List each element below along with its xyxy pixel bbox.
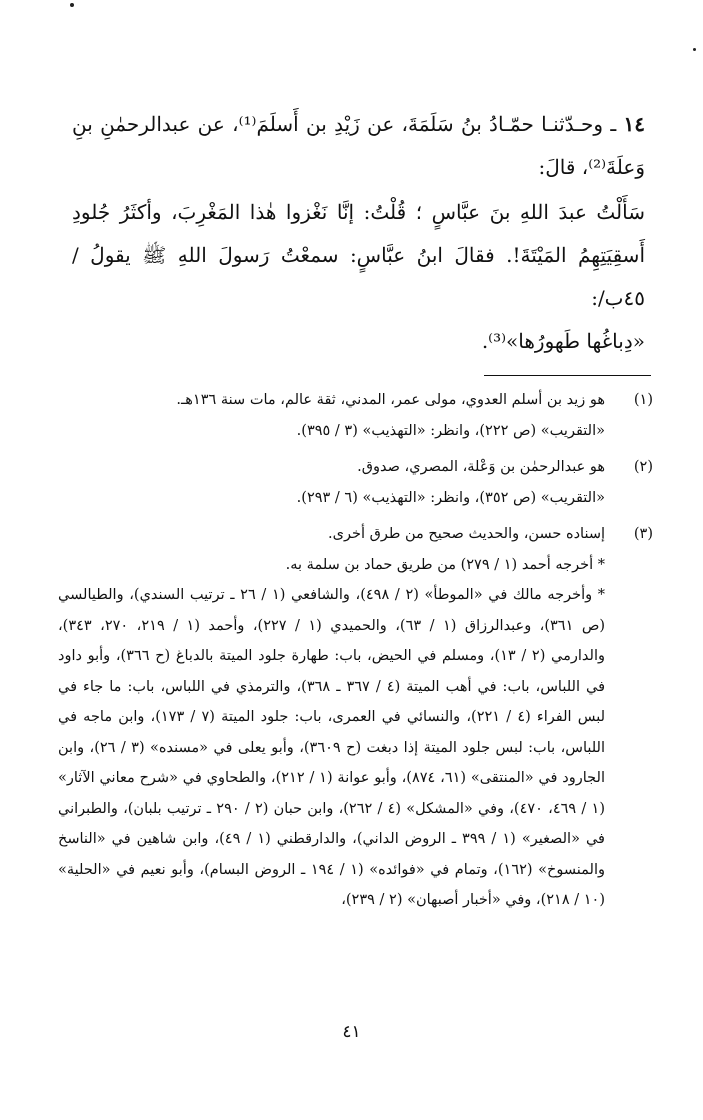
- footnote-line: «التقريب» (ص ٣٥٢)، وانظر: «التهذيب» (٦ / ٢٩٣).: [296, 489, 605, 506]
- footnote-body: [58, 452, 605, 513]
- footnote-line: * أخرجه أحمد (١ / ٢٧٩) من طريق حماد بن سلمة به.: [285, 556, 605, 573]
- footnote-body: [58, 385, 605, 446]
- page-number: ٤١: [342, 1022, 361, 1042]
- scan-speck: [70, 3, 74, 7]
- footnotes: [58, 385, 653, 922]
- footnote-number: (١): [633, 392, 653, 408]
- hadith-quote: سَأَلْتُ عبدَ اللهِ بنَ عبَّاسٍ ؛ قُلْتُ: إنَّا نَغْزوا هٰذا المَغْرِبَ، وأكثَرُ جُلودِ أَسقِيَتِهِمُ المَيْتَةَ!. فقالَ ابنُ عبَّاسٍ: سمعْتُ رَسولَ اللهِ ﷺ يقولُ /٤٥ب/:: [72, 200, 645, 310]
- footnote-line: هو عبدالرحمٰن بن وَعْلة، المصري، صدوق.: [357, 459, 605, 475]
- hadith-intro: ـ وحـدّثنـا حمّـادُ بنُ سَلَمَةَ، عن زَيْدِ بن أَسلَمَ⁽¹⁾، عن عبدالرحمٰنِ بنِ وَعلَةَ⁽²⁾، قالَ:: [72, 112, 645, 179]
- footnote-body: [58, 519, 605, 916]
- footnote-paragraph: * وأخرجه مالك في «الموطأ» (٢ / ٤٩٨)، والشافعي (١ / ٢٦ ـ ترتيب السندي)، والطيالسي (ص ٣٦١)، وعبدالرزاق (١ / ٦٣)، والحميدي (١ / ٢٢٧)، وأحمد (١ / ٢١٩، ٢٧٠، ٣٤٣)، والدارمي (٢ / ١٣)، ومسلم في الحيض، باب: طهارة جلود الميتة بالدباغ (ح ٣٦٦)، وأبو داود في اللباس، باب: في أهب الميتة (٤ / ٣٦٧ ـ ٣٦٨)، والترمذي في اللباس، باب: ما جاء في لبس الفراء (٤ / ٢٢١)، والنسائي في العمرى، باب: جلود الميتة (٧ / ١٧٣)، وابن ماجه في اللباس، باب: لبس جلود الميتة إذا دبغت (ح ٣٦٠٩)، وأبو يعلى في «مسنده» (٣ / ٢٦)، وابن الجارود في «المنتقى» (٦١، ٨٧٤)، وأبو عوانة (١ / ٢١٢)، والطحاوي في «شرح معاني الآثار» (١ / ٤٦٩، ٤٧٠)، وفي «المشكل» (٤ / ٢٦٢)، وابن حبان (٢ / ٢٩٠ ـ ترتيب بلبان)، والطبراني في «الصغير» (١ / ٣٩٩ ـ الروض الداني)، والدارقطني (١ / ٤٩)، وابن شاهين في «الناسخ والمنسوخ» (١٦٢)، وتمام في «فوائده» (١ / ١٩٤ ـ الروض البسام)، وأبو نعيم في «الحلية» (١٠ / ٢١٨)، وفي «أخبار أصبهان» (٢ / ٢٣٩)،: [58, 587, 606, 908]
- hadith-number: ١٤: [623, 112, 645, 136]
- hadith-isnad: [72, 103, 645, 189]
- footnote-line: إسناده حسن، والحديث صحيح من طرق أخرى.: [328, 526, 605, 542]
- footnote: [58, 385, 653, 446]
- footnote-separator: [484, 375, 651, 376]
- footnote-line: هو زيد بن أسلم العدوي، مولى عمر، المدني، ثقة عالم، مات سنة ١٣٦هـ.: [176, 392, 605, 408]
- footnote-number: (٣): [633, 526, 653, 542]
- hadith-saying: «دِباغُها طَهورُها»⁽³⁾.: [481, 329, 645, 353]
- footnote-line: «التقريب» (ص ٢٢٢)، وانظر: «التهذيب» (٣ / ٣٩٥).: [296, 422, 605, 439]
- footnote-number: (٢): [633, 459, 653, 475]
- footnote: [58, 452, 653, 513]
- hadith-text: [72, 103, 645, 363]
- footnote: [58, 519, 653, 916]
- scan-speck: [693, 48, 696, 51]
